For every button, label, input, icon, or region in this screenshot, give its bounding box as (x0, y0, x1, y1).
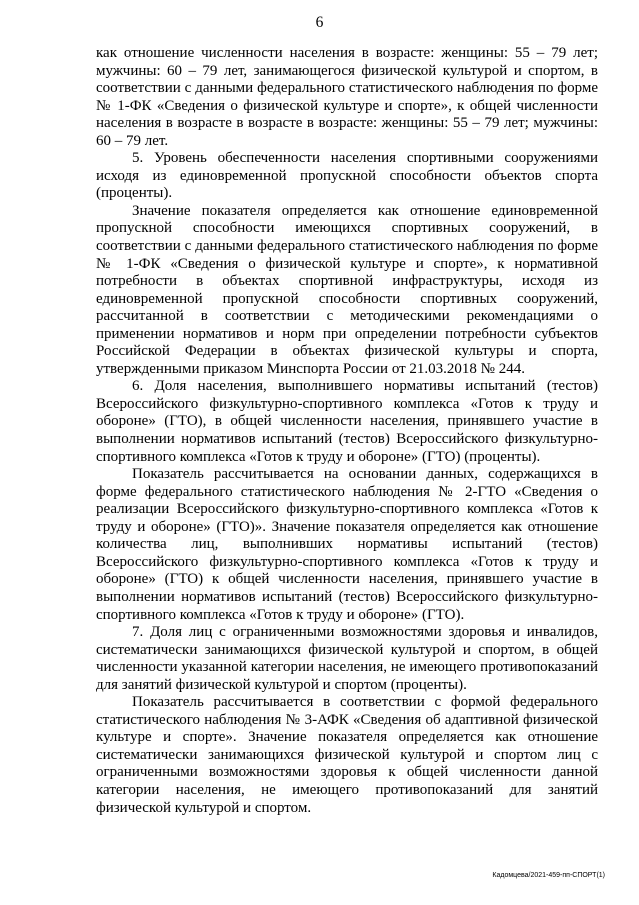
paragraph-item-5: 5. Уровень обеспеченности населения спортивными сооружениями исходя из единовременной пропускной способности объектов спорта (проценты). (96, 150, 598, 202)
page-number: 6 (315, 14, 324, 31)
paragraph-item-6: 6. Доля населения, выполнившего нормативы испытаний (тестов) Всероссийского физкультурно-спортивного комплекса «Готов к труду и обороне» (ГТО), в общей численности населения, принявшего участие в выполнении нормативов испытаний (тестов) Всероссийского физкультурно-спортивного комплекса «Готов к труду и обороне» (ГТО) (проценты). (96, 378, 598, 465)
paragraph-item-5-description: Значение показателя определяется как отношение единовременной пропускной способности имеющихся спортивных сооружений, в соответствии с данными федерального статистического наблюдения по форме № 1-ФК «Сведения о физической культуре и спорте», к нормативной потребности в объектах спортивной инфраструктуры, исходя из единовременной пропускной способности спортивных сооружений, рассчитанной в соответствии с методическими рекомендациями о применении нормативов и норм при определении потребности субъектов Российской Федерации в объектах физической культуры и спорта, утвержденными приказом Минспорта России от 21.03.2018 № 244. (96, 202, 598, 377)
paragraph-continuation: как отношение численности населения в возрасте: женщины: 55 – 79 лет; мужчины: 60 – 79 лет, занимающегося физической культурой и спортом, в соответствии с данными федерального статистического наблюдения по форме № 1-ФК «Сведения о физической культуре и спорте», к общей численности населения в возрасте в возрасте в возрасте: женщины: 55 – 79 лет; мужчины: 60 – 79 лет. (96, 45, 598, 149)
paragraph-item-7: 7. Доля лиц с ограниченными возможностями здоровья и инвалидов, систематически занимающихся физической культурой и спортом, в общей численности указанной категории населения, не имеющего противопоказаний для занятий физической культурой и спортом (проценты). (96, 624, 598, 693)
document-registration-code: Кадомцева/2021-459-пп-СПОРТ(1) (492, 872, 605, 879)
paragraph-item-6-description: Показатель рассчитывается на основании данных, содержащихся в форме федерального статистического наблюдения № 2-ГТО «Сведения о реализации Всероссийского физкультурно-спортивного комплекса «Готов к труду и обороне» (ГТО)». Значение показателя определяется как отношение количества лиц, выполнивших нормативы испытаний (тестов) Всероссийского физкультурно-спортивного комплекса «Готов к труду и обороне» (ГТО) к общей численности населения, принявшего участие в выполнении нормативов испытаний (тестов) Всероссийского физкультурно-спортивного комплекса «Готов к труду и обороне» (ГТО). (96, 466, 598, 623)
paragraph-item-7-description: Показатель рассчитывается в соответствии с формой федерального статистического наблюдения № 3-АФК «Сведения об адаптивной физической культуре и спорте». Значение показателя определяется как отношение систематически занимающихся физической культурой и спортом лиц с ограниченными возможностями здоровья к общей численности данной категории населения, не имеющего противопоказаний для занятий физической культурой и спортом. (96, 694, 598, 816)
document-body (96, 45, 598, 817)
